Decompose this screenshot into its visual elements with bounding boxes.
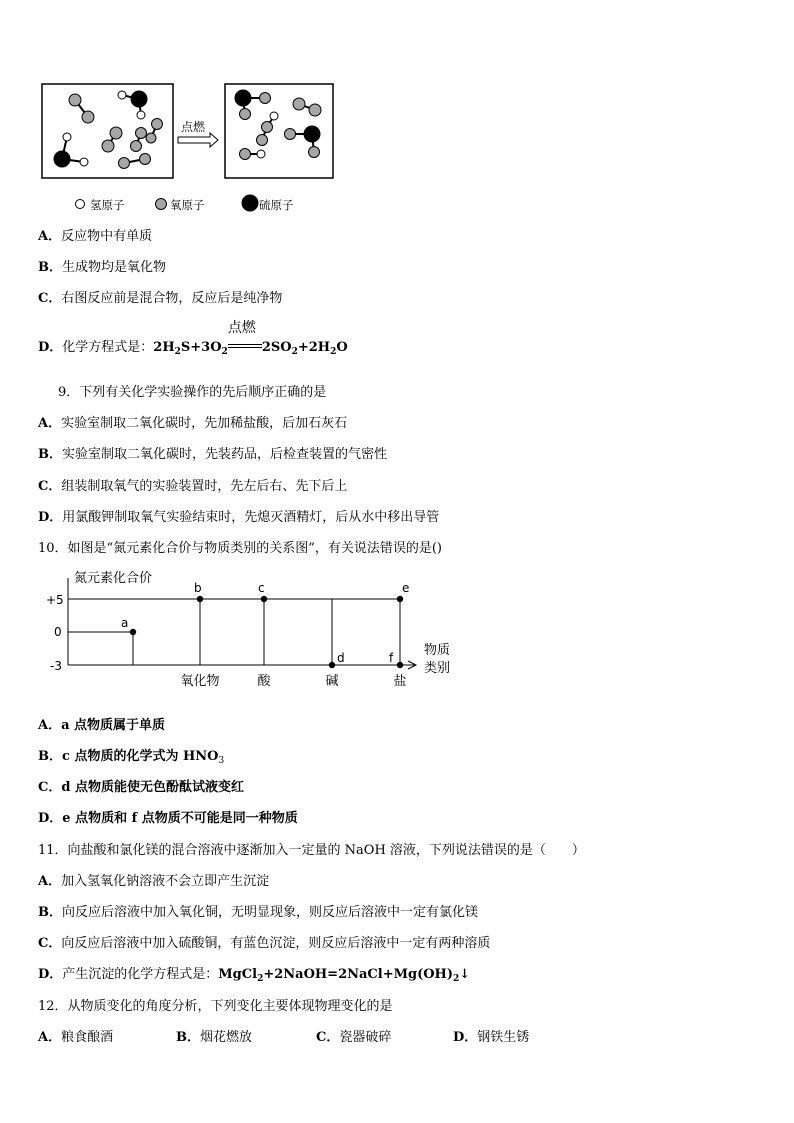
x-tick-label: 氧化物 <box>180 674 220 689</box>
y-tick-0: 0 <box>54 625 62 639</box>
hydrogen-atom <box>137 111 145 119</box>
oxygen-atom <box>309 104 321 116</box>
oxygen-atom <box>69 94 81 106</box>
point-label-d: d <box>337 651 345 665</box>
oxygen-atom <box>260 93 271 104</box>
oxygen-atom <box>285 129 296 140</box>
x-tick-label: 碱 <box>325 674 339 689</box>
q9-option-c[interactable]: C．组装制取氧气的实验装置时，先左后右、先下后上 <box>38 479 348 494</box>
x-axis-label-line2: 类别 <box>424 661 451 676</box>
q12-option-c[interactable]: C．瓷器破碎 <box>316 1030 392 1045</box>
data-point-a <box>130 629 136 635</box>
point-label-e: e <box>402 581 410 595</box>
oxygen-atom <box>136 128 147 139</box>
oxygen-atom <box>140 154 151 165</box>
q9-option-a[interactable]: A．实验室制取二氧化碳时，先加稀盐酸，后加石灰石 <box>38 416 348 431</box>
oxygen-atom <box>82 111 94 123</box>
hydrogen-atom <box>80 158 88 166</box>
valence-chart <box>38 562 458 692</box>
q12-option-d[interactable]: D．钢铁生锈 <box>453 1030 530 1045</box>
molecule-diagram <box>40 82 340 217</box>
legend-hydrogen-icon <box>76 200 85 209</box>
legend-hydrogen-label: 氢原子 <box>90 198 125 212</box>
q12-option-b[interactable]: B．烟花燃放 <box>176 1030 253 1045</box>
hydrogen-atom <box>257 150 265 158</box>
q10-option-c[interactable]: C．d 点物质能使无色酚酞试液变红 <box>38 780 244 795</box>
arrow-label: 点燃 <box>181 120 206 134</box>
q8-option-d[interactable]: D．化学方程式是：$2H_2S+3O_2$ 点燃 $2SO_2+2H_2O$ <box>38 320 348 357</box>
hydrogen-atom <box>63 133 71 141</box>
data-point-e <box>397 596 403 602</box>
q11-option-a[interactable]: A．加入氢氧化钠溶液不会立即产生沉淀 <box>38 874 270 889</box>
reaction-condition: 点燃 <box>227 320 256 336</box>
q8-option-b[interactable]: B．生成物均是氧化物 <box>38 260 167 275</box>
oxygen-atom <box>240 109 251 120</box>
point-label-f: f <box>389 651 394 665</box>
data-point-d <box>329 662 335 668</box>
sulfur-atom <box>54 151 70 167</box>
oxygen-atom <box>240 149 251 160</box>
q9-option-b[interactable]: B．实验室制取二氧化碳时，先装药品，后检查装置的气密性 <box>38 447 388 462</box>
legend-sulfur-label: 硫原子 <box>259 198 294 212</box>
q10-option-b[interactable]: B．c 点物质的化学式为 $HNO_3$ <box>38 749 225 766</box>
y-tick-plus5: +5 <box>46 593 64 607</box>
legend-sulfur-icon <box>242 195 258 211</box>
q12-stem: 12．从物质变化的角度分析，下列变化主要体现物理变化的是 <box>38 999 393 1014</box>
sulfur-atom <box>131 91 147 107</box>
q10-stem: 10．如图是“氮元素化合价与物质类别的关系图”，有关说法错误的是() <box>38 541 442 556</box>
legend-oxygen-icon <box>156 199 167 210</box>
y-tick-minus3: -3 <box>50 659 62 673</box>
q11-option-b[interactable]: B．向反应后溶液中加入氧化铜，无明显现象，则反应后溶液中一定有氯化镁 <box>38 905 479 920</box>
reaction-arrow <box>178 133 218 147</box>
oxygen-atom <box>262 122 273 133</box>
valence-chart-svg <box>38 562 458 692</box>
sulfur-atom <box>235 90 251 106</box>
q12-option-a[interactable]: A．粮食酿酒 <box>38 1030 114 1045</box>
point-label-b: b <box>194 581 202 595</box>
legend-oxygen-label: 氧原子 <box>170 198 205 212</box>
oxygen-atom <box>146 133 156 143</box>
data-point-c <box>261 596 267 602</box>
point-label-c: c <box>258 581 265 595</box>
reaction-figure <box>40 82 340 217</box>
hydrogen-atom <box>270 112 278 120</box>
x-tick-label: 盐 <box>393 674 407 689</box>
oxygen-atom <box>119 158 130 169</box>
hydrogen-atom <box>118 91 126 99</box>
oxygen-atom <box>293 98 305 110</box>
oxygen-atom <box>152 119 163 130</box>
point-label-a: a <box>121 616 129 630</box>
q8-option-c[interactable]: C．右图反应前是混合物，反应后是纯净物 <box>38 291 283 306</box>
x-axis-label-line1: 物质 <box>424 643 451 658</box>
q11-stem: 11．向盐酸和氯化镁的混合溶液中逐渐加入一定量的 NaOH 溶液，下列说法错误的是（ ） <box>38 843 585 858</box>
y-axis-label: 氮元素化合价 <box>74 571 153 586</box>
oxygen-atom <box>309 147 320 158</box>
q9-stem: 9．下列有关化学实验操作的先后顺序正确的是 <box>58 385 327 400</box>
data-point-b <box>197 596 203 602</box>
oxygen-atom <box>131 141 142 152</box>
oxygen-atom <box>102 140 114 152</box>
q9-option-d[interactable]: D．用氯酸钾制取氧气实验结束时，先熄灭酒精灯，后从水中移出导管 <box>38 510 440 525</box>
q10-option-d[interactable]: D．e 点物质和 f 点物质不可能是同一种物质 <box>38 811 298 826</box>
sulfur-atom <box>304 126 320 142</box>
oxygen-atom <box>110 127 122 139</box>
q11-option-d[interactable]: D．产生沉淀的化学方程式是：$MgCl_2+2NaOH=2NaCl+Mg(OH)_2↓$ <box>38 967 471 984</box>
oxygen-atom <box>257 135 268 146</box>
x-tick-label: 酸 <box>257 674 271 689</box>
data-point-f <box>397 662 403 668</box>
q8-option-a[interactable]: A．反应物中有单质 <box>38 229 153 244</box>
q10-option-a[interactable]: A．a 点物质属于单质 <box>38 718 166 733</box>
q11-option-c[interactable]: C．向反应后溶液中加入硫酸铜，有蓝色沉淀，则反应后溶液中一定有两种溶质 <box>38 936 491 951</box>
